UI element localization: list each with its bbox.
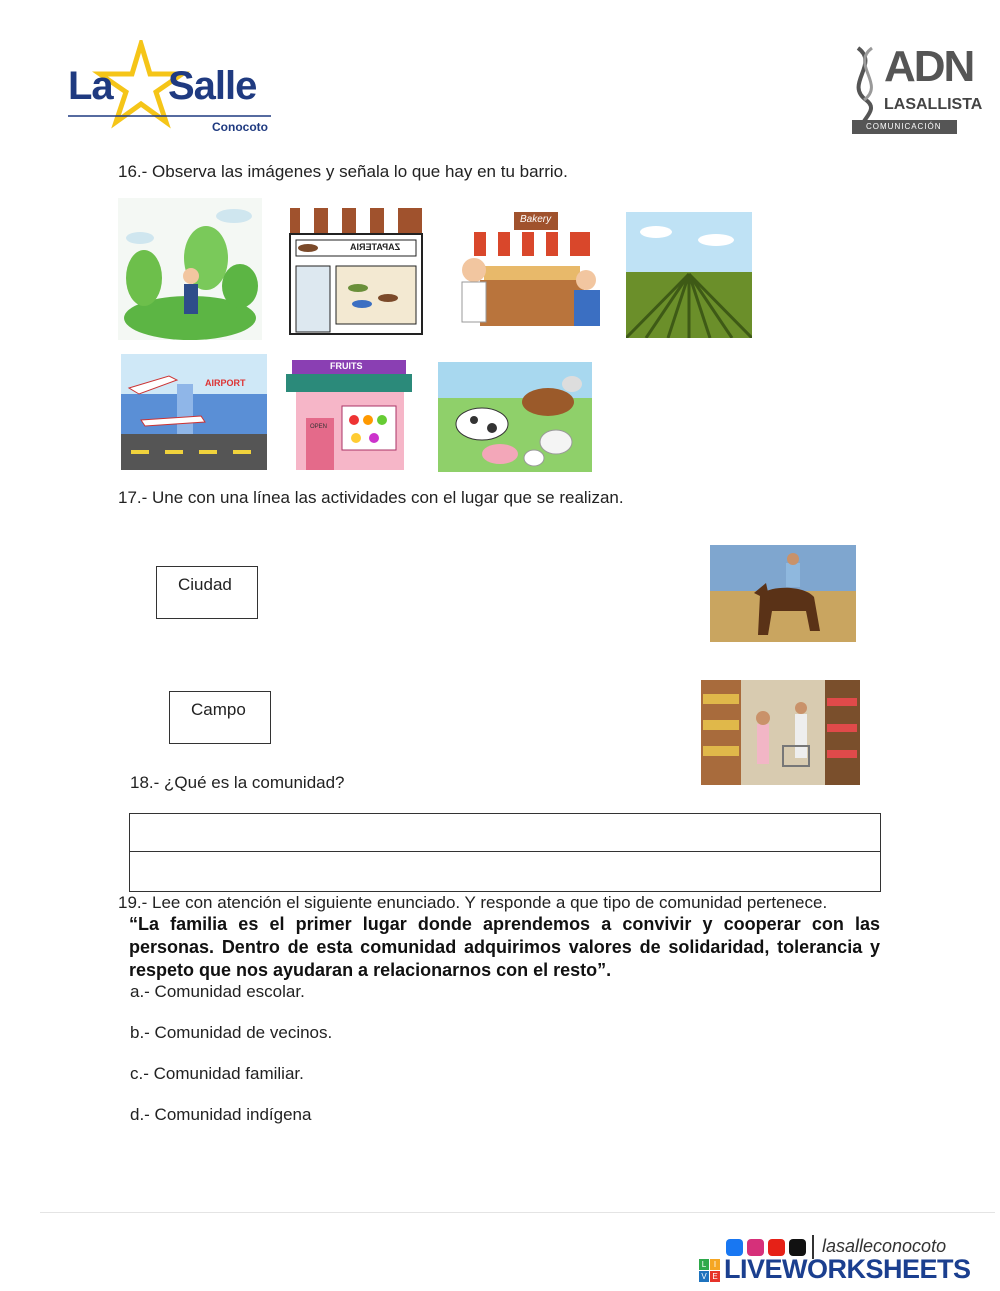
farm-animals-image[interactable] bbox=[438, 362, 592, 472]
campo-label: Campo bbox=[191, 700, 246, 719]
live-badge bbox=[699, 1259, 721, 1283]
family-quote: “La familia es el primer lugar donde aprendemos a convivir y cooperar con las personas. Dentro de esta comunidad adquirimos valores de solidaridad, tolerancia y respeto que nos ayudaran a relacionarnos con el resto”. bbox=[129, 914, 880, 980]
airport-sign: AIRPORT bbox=[205, 378, 246, 388]
lasalle-word1: La bbox=[68, 64, 113, 108]
bakery-sign: Bakery bbox=[520, 214, 552, 225]
footer-divider bbox=[40, 1212, 995, 1213]
adn-line2: LASALLISTA bbox=[884, 96, 983, 113]
shoe-store-sign: ZAPATERIA bbox=[350, 242, 401, 252]
adn-line3: COMUNICACIÓN bbox=[866, 122, 942, 131]
option-d[interactable]: d.- Comunidad indígena bbox=[130, 1105, 312, 1124]
campo-box[interactable] bbox=[169, 691, 271, 744]
question-17: 17.- Une con una línea las actividades con el lugar que se realizan. bbox=[118, 488, 624, 507]
fruit-store-sign: FRUITS bbox=[330, 361, 363, 371]
ciudad-box[interactable] bbox=[156, 566, 258, 619]
option-c[interactable]: c.- Comunidad familiar. bbox=[130, 1064, 304, 1083]
option-a[interactable]: a.- Comunidad escolar. bbox=[130, 982, 305, 1001]
adn-title: ADN bbox=[884, 42, 974, 91]
live-letter-v: V bbox=[699, 1271, 709, 1282]
live-letter-e: E bbox=[710, 1271, 720, 1282]
park-image[interactable] bbox=[118, 198, 262, 340]
liveworksheets-brand[interactable]: LIVEWORKSHEETS bbox=[724, 1254, 971, 1284]
ciudad-label: Ciudad bbox=[178, 575, 232, 594]
live-letter-i: I bbox=[710, 1259, 720, 1270]
question-18: 18.- ¿Qué es la comunidad? bbox=[130, 773, 345, 792]
shoe-store-image[interactable] bbox=[288, 206, 424, 336]
airport-image[interactable] bbox=[121, 354, 267, 470]
question-19: 19.- Lee con atención el siguiente enunciado. Y responde a que tipo de comunidad pertenece. bbox=[118, 893, 828, 912]
adn-logo bbox=[850, 42, 983, 136]
live-letter-l: L bbox=[699, 1259, 709, 1270]
social-handle: lasalleconocoto bbox=[822, 1236, 947, 1256]
lasalle-logo bbox=[66, 40, 276, 136]
fruit-store-image[interactable] bbox=[282, 358, 416, 472]
open-sign: OPEN bbox=[310, 424, 328, 430]
horse-rider-photo[interactable] bbox=[710, 545, 856, 642]
question-16: 16.- Observa las imágenes y señala lo que hay en tu barrio. bbox=[118, 162, 568, 181]
lasalle-word2: Salle bbox=[168, 64, 257, 108]
bakery-image[interactable] bbox=[444, 210, 606, 338]
lasalle-subtitle: Conocoto bbox=[212, 120, 268, 134]
answer-line-2[interactable] bbox=[129, 851, 881, 892]
supermarket-photo[interactable] bbox=[701, 680, 860, 785]
option-b[interactable]: b.- Comunidad de vecinos. bbox=[130, 1023, 333, 1042]
answer-line-1[interactable] bbox=[129, 813, 881, 852]
farmland-image[interactable] bbox=[626, 212, 752, 338]
